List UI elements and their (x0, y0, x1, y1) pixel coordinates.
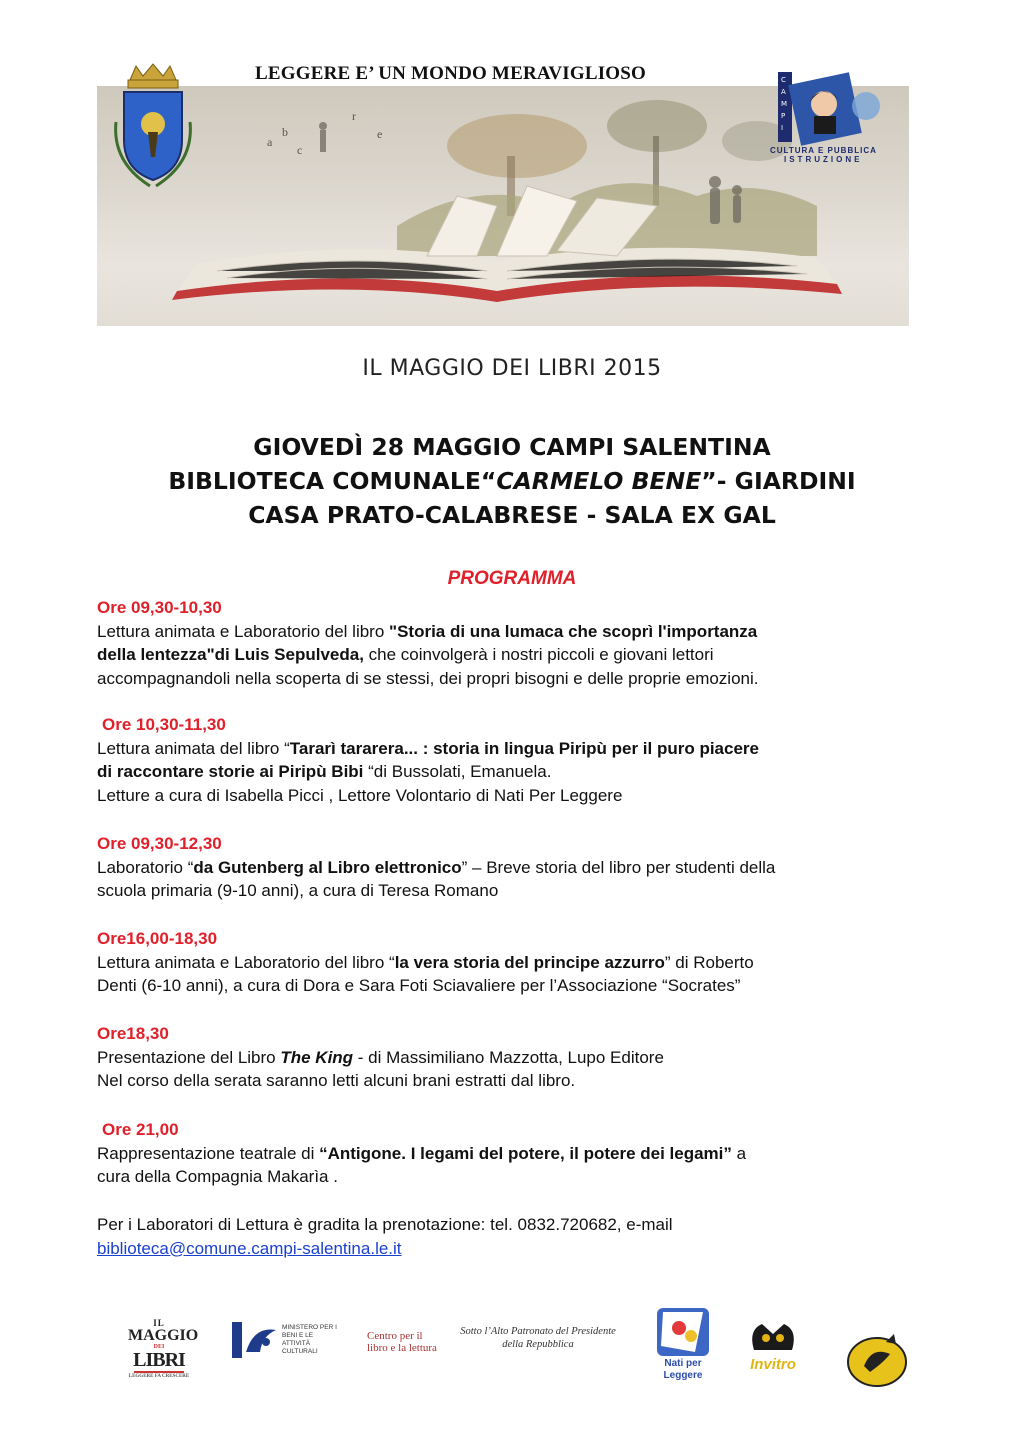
book-title: Tararì tararera... : storia in lingua Piripù per il puro piacere (289, 738, 759, 758)
program-time: Ore 09,30-12,30 (97, 834, 222, 853)
text-run: Lettura animata e Laboratorio del libro (97, 621, 390, 641)
maggio-dei-libri-logo (128, 1318, 199, 1388)
program-entry-1 (97, 596, 937, 690)
culture-logo-caption (770, 146, 880, 164)
nati-per-leggere-logo (655, 1306, 711, 1390)
svg-text:a: a (267, 135, 273, 149)
text-run: Rappresentazione teatrale di (97, 1143, 320, 1163)
svg-text:c: c (297, 143, 303, 157)
text-run: che coinvolgerà i nostri piccoli e giovani lettori (363, 645, 714, 664)
nati-per-leggere-icon (655, 1306, 711, 1358)
venue-line-3: CASA PRATO-CALABRESE - SALA EX GAL (248, 501, 776, 529)
program-line: Denti (6-10 anni), a cura di Dora e Sara Foti Sciavaliere per l’Associazione “Socrates” (97, 976, 741, 995)
contact-block (97, 1213, 937, 1260)
invitro-caption: Invitro (750, 1356, 796, 1373)
program-time: Ore 09,30-10,30 (97, 598, 222, 617)
contact-text: Per i Laboratori di Lettura è gradita la prenotazione: tel. 0832.720682, e-mail (97, 1215, 673, 1234)
text-run: Laboratorio “ (97, 857, 194, 877)
program-line (97, 1046, 937, 1070)
program-entry-4 (97, 927, 937, 998)
play-title: “Antigone. I legami del potere, il potere dei legami” (319, 1143, 732, 1163)
culture-logo-line1: CULTURA E PUBBLICA (770, 146, 877, 155)
text-run: ” di Roberto (664, 952, 754, 972)
npl-caption: Nati per Leggere (663, 1358, 703, 1381)
program-line (97, 760, 942, 784)
text-run: ” – Breve storia del libro per studenti della (461, 857, 776, 877)
venue-line-2 (60, 464, 964, 498)
mibac-emblem-icon (232, 1322, 278, 1358)
cepell-logo: Centro per il libro e la lettura (367, 1330, 437, 1354)
logo-divider (134, 1371, 184, 1373)
programma-heading: PROGRAMMA (447, 568, 577, 589)
invitro-owl-icon (740, 1320, 806, 1356)
venue-line-2-prefix: BIBLIOTECA COMUNALE“ (168, 467, 497, 495)
program-time: Ore18,30 (97, 1024, 169, 1043)
logo-word: DEI (153, 1344, 165, 1350)
contact-email-link[interactable]: biblioteca@comune.campi-salentina.le.it (97, 1238, 402, 1258)
program-line: Nel corso della serata saranno letti alcuni brani estratti dal libro. (97, 1071, 576, 1090)
text-run: “di Bussolati, Emanuela. (363, 762, 552, 781)
text-run: Lettura animata e Laboratorio del libro “ (97, 952, 395, 972)
patronato-text: Sotto l’Alto Patronato del Presidente della Repubblica (460, 1326, 616, 1350)
svg-text:P: P (781, 112, 786, 120)
book-title: la vera storia del principe azzurro (394, 952, 665, 972)
program-time: Ore16,00-18,30 (97, 929, 218, 948)
svg-text:r: r (352, 109, 356, 123)
book-title: di raccontare storie ai Piripù Bibi (97, 762, 364, 781)
text-run: Lettura animata del libro “ (97, 738, 290, 758)
program-line: Letture a cura di Isabella Picci , Lettore Volontario di Nati Per Leggere (97, 785, 623, 805)
invitro-logo (740, 1320, 806, 1390)
logo-word: MAGGIO (128, 1327, 199, 1344)
book-title: della lentezza"di Luis Sepulveda, (97, 645, 364, 664)
program-line (97, 620, 937, 644)
culture-logo-line2: ISTRUZIONE (784, 155, 863, 164)
svg-text:e: e (377, 127, 383, 141)
event-title: IL MAGGIO DEI LIBRI 2015 (362, 356, 662, 381)
logo-word: IL (153, 1318, 165, 1328)
text-run: - di Massimiliano Mazzotta, Lupo Editore (353, 1047, 664, 1067)
book-title: "Storia di una lumaca che scoprì l'importanza (389, 621, 758, 641)
venue-block (60, 430, 964, 532)
program-line: accompagnandoli nella scoperta di se stessi, dei propri bisogni e delle proprie emozioni. (97, 668, 759, 688)
program-line (97, 856, 937, 880)
program-time: Ore 21,00 (102, 1120, 179, 1139)
program-entry-2 (97, 713, 942, 807)
svg-text:b: b (282, 125, 288, 139)
logo-word: LIBRI (133, 1349, 185, 1371)
book-title: da Gutenberg al Libro elettronico (193, 857, 462, 877)
program-line (97, 951, 937, 975)
venue-line-1: GIOVEDÌ 28 MAGGIO CAMPI SALENTINA (253, 433, 771, 461)
municipal-crest-icon (110, 62, 196, 190)
svg-text:M: M (781, 100, 788, 108)
venue-library-name: CARMELO BENE (496, 467, 702, 495)
program-line: scuola primaria (9-10 anni), a cura di Teresa Romano (97, 881, 499, 900)
program-entry-5 (97, 1022, 937, 1093)
text-run: a (731, 1143, 747, 1163)
program-entry-3 (97, 832, 937, 903)
program-line (97, 643, 937, 667)
venue-line-2-suffix: ”- GIARDINI (701, 467, 856, 495)
svg-text:C: C (781, 76, 786, 84)
logo-word: LEGGERE FA CRESCERE (128, 1374, 190, 1379)
text-run: Presentazione del Libro (97, 1047, 281, 1067)
program-entry-6 (97, 1118, 942, 1189)
program-line: cura della Compagnia Makarìa . (97, 1167, 338, 1186)
program-line (97, 1142, 942, 1166)
banner-headline: LEGGERE E’ UN MONDO MERAVIGLIOSO (255, 63, 647, 84)
mibac-logo (232, 1322, 342, 1362)
book-title: The King (280, 1047, 354, 1067)
mibac-caption: MINISTERO PER I BENI E LE ATTIVITÀ CULTURALI (282, 1324, 337, 1355)
makaria-logo-icon (846, 1332, 908, 1388)
svg-text:A: A (781, 88, 786, 96)
svg-text:I: I (781, 124, 784, 132)
program-time: Ore 10,30-11,30 (102, 715, 226, 734)
program-line (97, 737, 942, 761)
